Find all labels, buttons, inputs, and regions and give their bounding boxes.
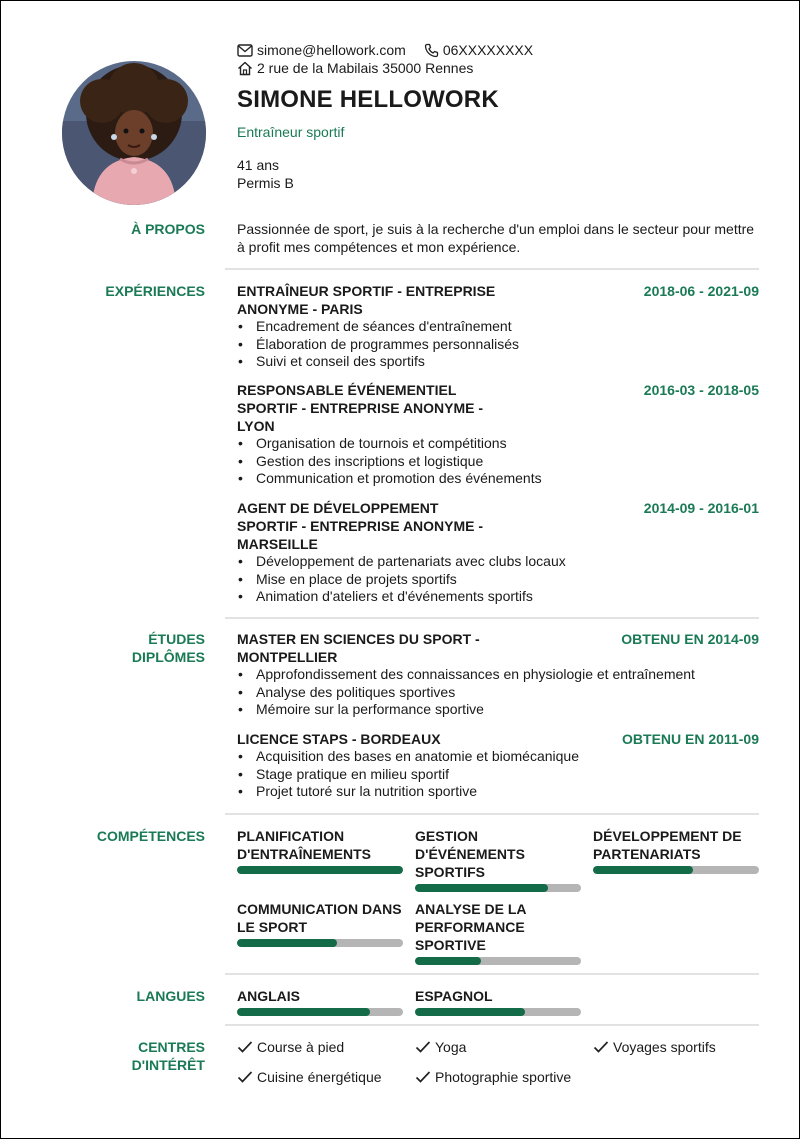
language-label: ESPAGNOL — [415, 988, 493, 1004]
skill-item — [237, 900, 403, 947]
check-icon — [415, 1040, 431, 1054]
entry-date: 2014-09 - 2016-01 — [643, 500, 759, 516]
phone-icon — [424, 43, 439, 58]
email-item[interactable] — [237, 41, 406, 59]
interest-label: Yoga — [435, 1039, 467, 1055]
age-text: 41 ans — [237, 157, 280, 173]
bullet-item: • Gestion des inscriptions et logistique — [237, 453, 759, 471]
divider — [225, 268, 759, 270]
skill-label: GESTION D'ÉVÉNEMENTS SPORTIFS — [415, 828, 525, 880]
entry-bullets — [237, 553, 759, 606]
interest-item — [415, 1068, 571, 1086]
check-icon — [415, 1070, 431, 1084]
skill-item — [415, 900, 581, 965]
skill-item — [237, 827, 403, 874]
entry-date: OBTENU EN 2011-09 — [622, 731, 759, 747]
section-label-skills: COMPÉTENCES — [96, 828, 205, 844]
skill-label: DÉVELOPPEMENT DE PARTENARIATS — [593, 828, 742, 862]
divider — [225, 617, 759, 619]
entry-date: 2018-06 - 2021-09 — [643, 283, 759, 299]
about-text: Passionnée de sport, je suis à la recherche d'un emploi dans le secteur pour mettre à profit mes compétences et mon expérience. — [237, 221, 755, 255]
bullet-item: • Mise en place de projets sportifs — [237, 571, 759, 589]
education-entry — [237, 630, 759, 719]
language-bar — [415, 1008, 581, 1016]
interest-label: Photographie sportive — [435, 1069, 572, 1085]
bullet-item: • Analyse des politiques sportives — [237, 684, 759, 702]
bullet-item: • Approfondissement des connaissances en physiologie et entraînement — [237, 666, 759, 684]
skill-bar-fill — [237, 866, 403, 874]
skill-bar — [415, 957, 581, 965]
interest-item — [237, 1068, 382, 1086]
experience-entry — [237, 381, 759, 488]
education-entry — [237, 730, 759, 801]
section-label-about: À PROPOS — [131, 221, 205, 237]
entry-bullets — [237, 435, 759, 488]
entry-bullets — [237, 318, 759, 371]
section-label-line: D'INTÉRÊT — [131, 1057, 205, 1073]
skill-bar — [415, 884, 581, 892]
skill-bar-fill — [415, 957, 481, 965]
skill-bar — [237, 866, 403, 874]
skill-bar — [237, 939, 403, 947]
license-text: Permis B — [237, 175, 294, 191]
email-text: simone@hellowork.com — [257, 42, 406, 58]
interest-label: Course à pied — [257, 1039, 345, 1055]
phone-item[interactable] — [424, 41, 533, 59]
address-text: 2 rue de la Mabilais 35000 Rennes — [257, 60, 474, 76]
bullet-item: • Acquisition des bases en anatomie et biomécanique — [237, 748, 759, 766]
bullet-item: • Développement de partenariats avec clubs locaux — [237, 553, 759, 571]
section-label-experience: EXPÉRIENCES — [105, 283, 205, 299]
address-item — [237, 59, 473, 77]
bullet-item: • Élaboration de programmes personnalisés — [237, 336, 759, 354]
profile-photo — [62, 61, 206, 205]
skill-bar-fill — [593, 866, 693, 874]
candidate-name: SIMONE HELLOWORK — [237, 86, 499, 113]
entry-bullets — [237, 748, 759, 801]
language-item — [237, 987, 403, 1016]
language-item — [415, 987, 581, 1016]
skill-label: ANALYSE DE LA PERFORMANCE SPORTIVE — [415, 901, 526, 953]
check-icon — [593, 1040, 609, 1054]
entry-date: OBTENU EN 2014-09 — [621, 631, 759, 647]
entry-date: 2016-03 - 2018-05 — [643, 382, 759, 398]
interest-item — [415, 1038, 466, 1056]
skill-bar-fill — [237, 939, 337, 947]
section-label-interests — [0, 1038, 205, 1074]
bullet-item: • Stage pratique en milieu sportif — [237, 766, 759, 784]
section-label-education — [0, 630, 205, 666]
bullet-item: • Suivi et conseil des sportifs — [237, 353, 759, 371]
personal-info — [237, 156, 294, 192]
language-bar-fill — [415, 1008, 525, 1016]
check-icon — [237, 1070, 253, 1084]
check-icon — [237, 1040, 253, 1054]
bullet-item: • Mémoire sur la performance sportive — [237, 701, 759, 719]
interest-item — [237, 1038, 344, 1056]
entry-title: RESPONSABLE ÉVÉNEMENTIEL SPORTIF - ENTREPRISE ANONYME - LYON — [237, 382, 484, 434]
bullet-item: • Animation d'ateliers et d'événements sportifs — [237, 588, 759, 606]
bullet-item: • Organisation de tournois et compétitions — [237, 435, 759, 453]
skill-label: PLANIFICATION D'ENTRAÎNEMENTS — [237, 828, 371, 862]
entry-title: LICENCE STAPS - BORDEAUX — [237, 731, 441, 747]
contact-block — [237, 41, 551, 77]
divider — [225, 973, 759, 975]
entry-title: MASTER EN SCIENCES DU SPORT - MONTPELLIER — [237, 631, 480, 665]
interest-label: Voyages sportifs — [613, 1039, 716, 1055]
home-icon — [237, 61, 253, 76]
skill-item — [415, 827, 581, 892]
section-label-languages: LANGUES — [136, 988, 205, 1004]
bullet-item: • Projet tutoré sur la nutrition sportive — [237, 783, 759, 801]
section-label-line: CENTRES — [138, 1039, 205, 1055]
interest-label: Cuisine énergétique — [257, 1069, 382, 1085]
skill-bar — [593, 866, 759, 874]
interest-item — [593, 1038, 716, 1056]
language-bar — [237, 1008, 403, 1016]
entry-title: AGENT DE DÉVELOPPEMENT SPORTIF - ENTREPRISE ANONYME - MARSEILLE — [237, 500, 484, 552]
divider — [225, 1024, 759, 1026]
experience-entry — [237, 499, 759, 606]
phone-text: 06XXXXXXXX — [442, 42, 534, 58]
experience-entry — [237, 282, 759, 371]
bullet-item: • Encadrement de séances d'entraînement — [237, 318, 759, 336]
language-bar-fill — [237, 1008, 370, 1016]
language-label: ANGLAIS — [237, 988, 300, 1004]
skill-label: COMMUNICATION DANS LE SPORT — [237, 901, 402, 935]
entry-bullets — [237, 666, 759, 719]
skill-bar-fill — [415, 884, 548, 892]
entry-title: ENTRAÎNEUR SPORTIF - ENTREPRISE ANONYME - PARIS — [237, 283, 496, 317]
job-title: Entraîneur sportif — [237, 124, 345, 140]
section-label-line: DIPLÔMES — [131, 649, 205, 665]
section-label-line: ÉTUDES — [148, 631, 205, 647]
bullet-item: • Communication et promotion des événements — [237, 470, 759, 488]
envelope-icon — [237, 44, 253, 57]
skill-item — [593, 827, 759, 874]
divider — [225, 813, 759, 815]
